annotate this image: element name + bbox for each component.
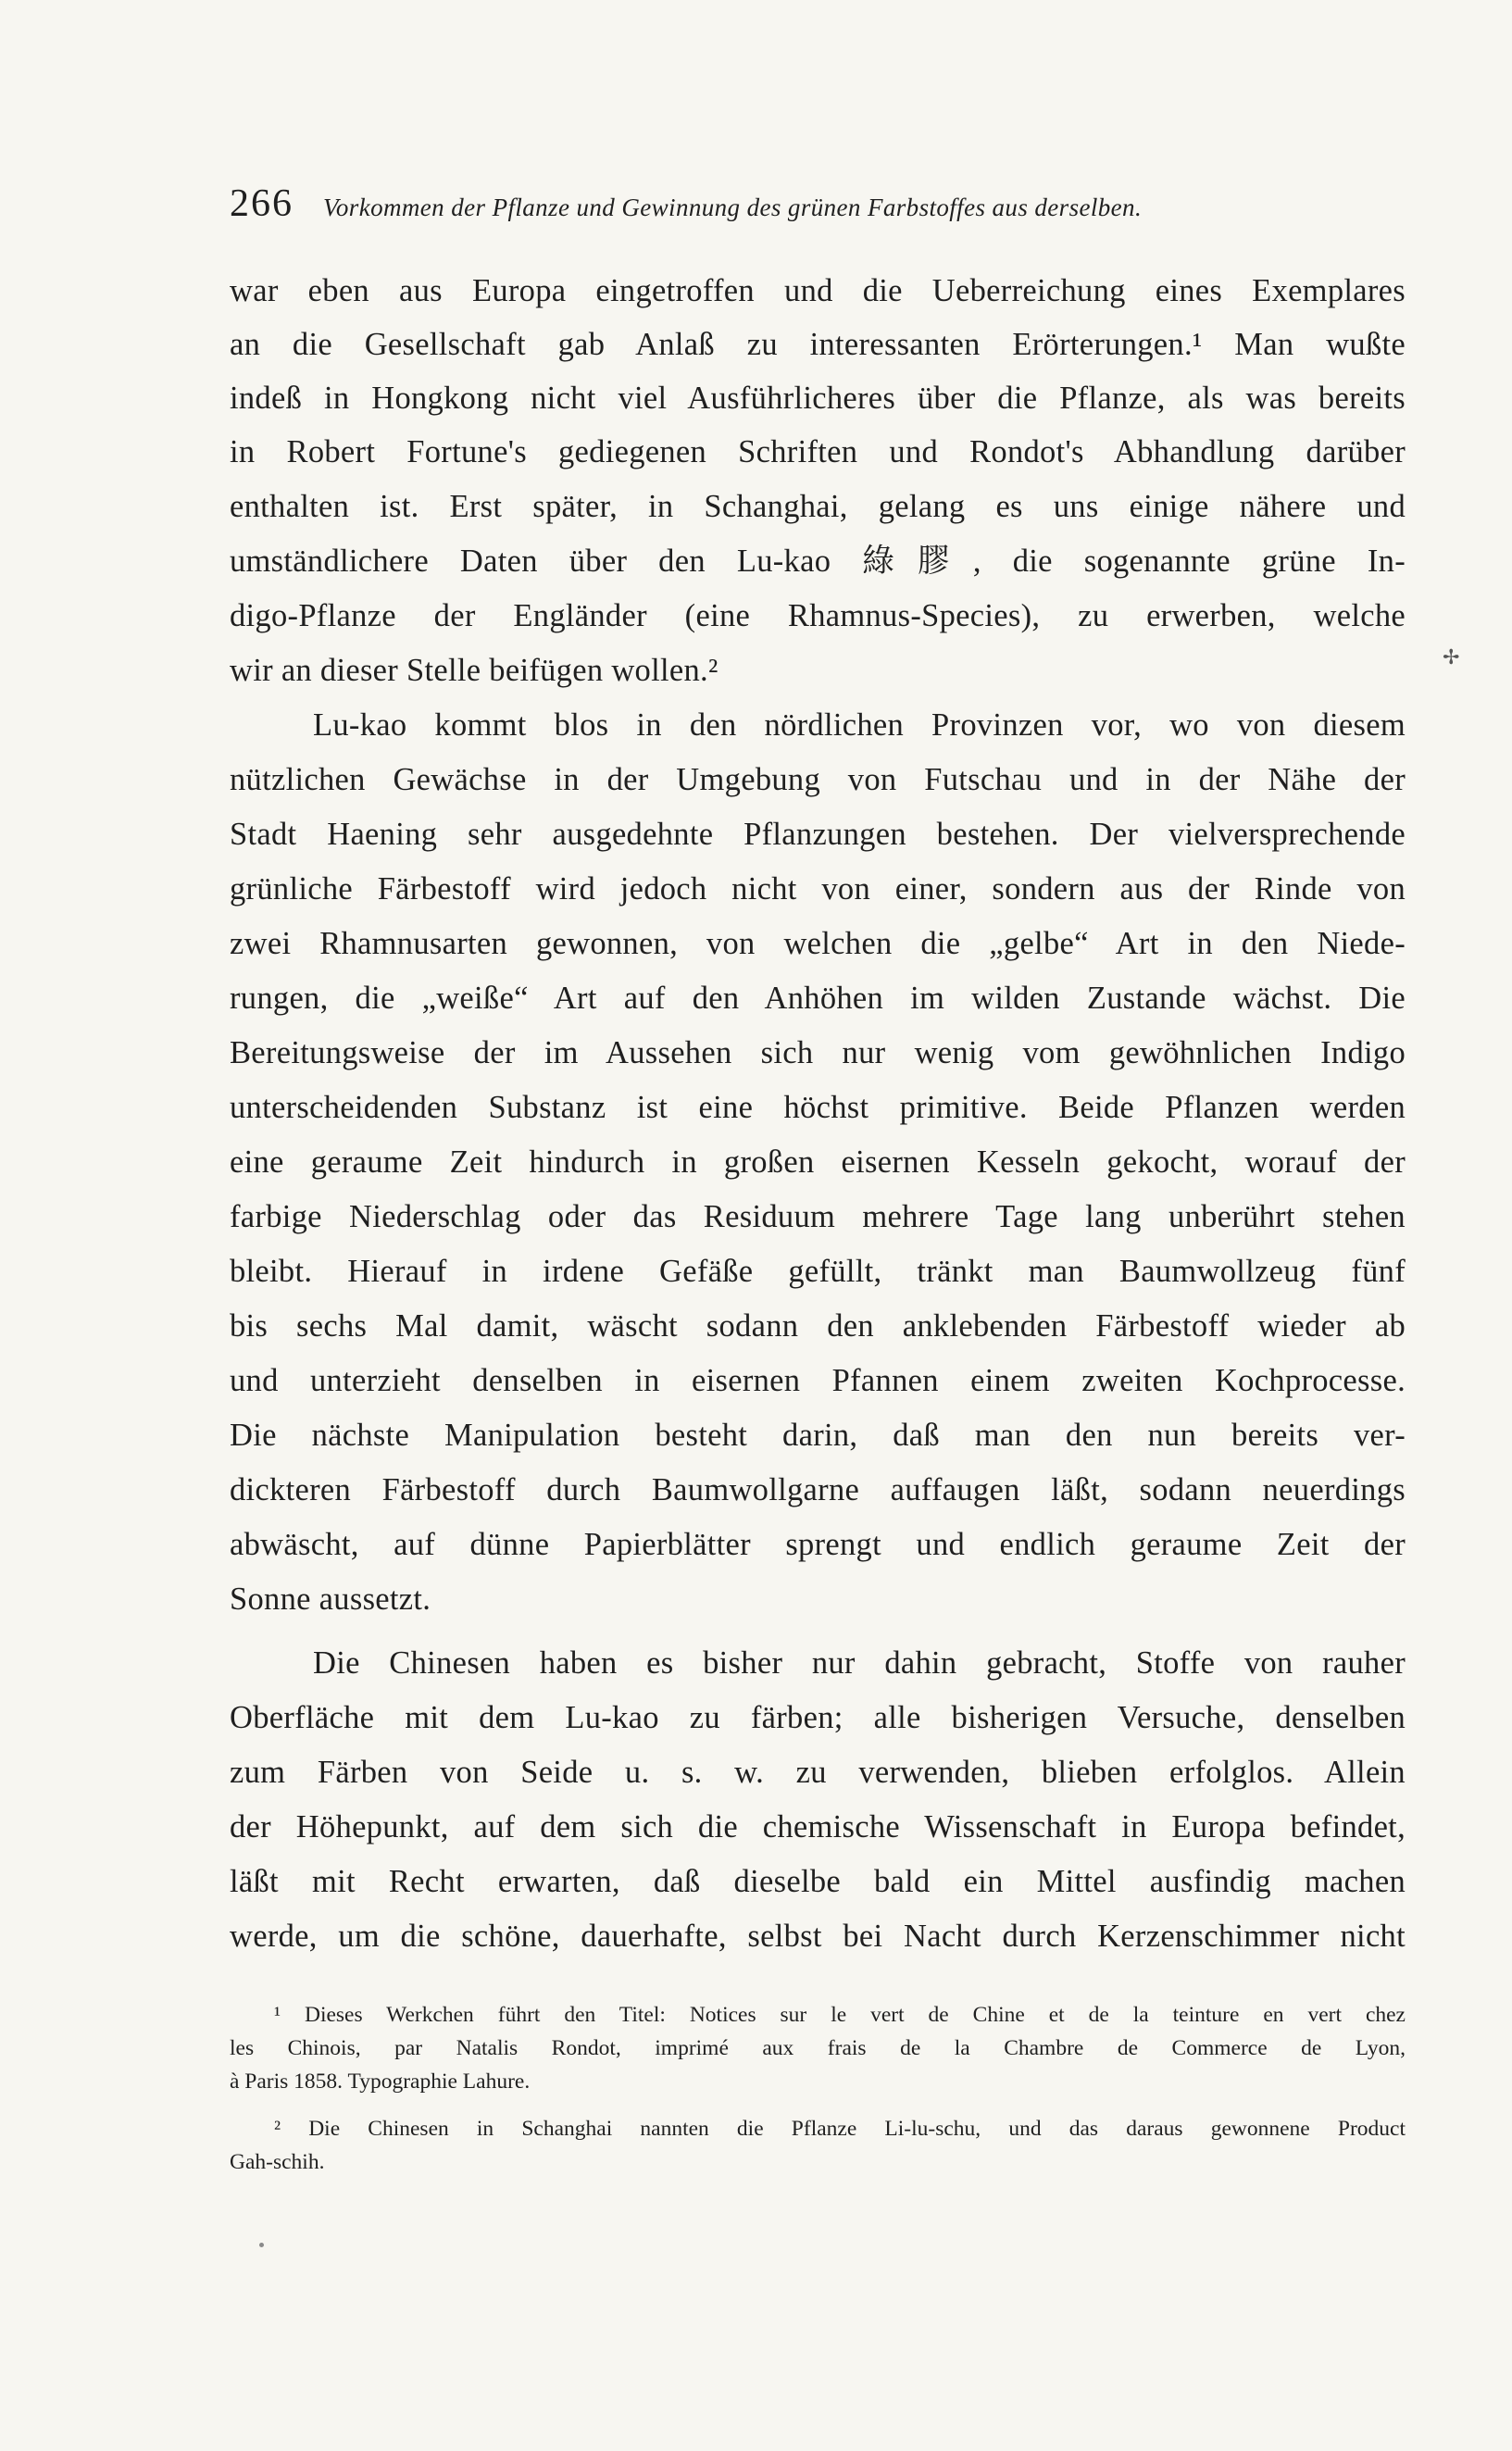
margin-mark: ✢: [1443, 646, 1460, 669]
text-line: war eben aus Europa eingetroffen und die Ueberreichung eines Exemplares: [230, 273, 1406, 308]
text-line: Bereitungsweise der im Aussehen sich nur wenig vom gewöhnlichen Indigo: [230, 1035, 1406, 1070]
text-line: umständlichere Daten über den Lu-kao 綠膠, die sogenannte grüne In-: [230, 544, 1406, 579]
text-line: Sonne aussetzt.: [230, 1582, 431, 1617]
text-line: an die Gesellschaft gab Anlaß zu interessanten Erörterungen.¹ Man wußte: [230, 327, 1406, 362]
running-head: [230, 181, 1415, 226]
text-line: Die nächste Manipulation besteht darin, daß man den nun bereits ver-: [230, 1418, 1406, 1453]
text-line: und unterzieht denselben in eisernen Pfannen einem zweiten Kochprocesse.: [230, 1363, 1406, 1398]
text-line: indeß in Hongkong nicht viel Ausführlicheres über die Pflanze, als was bereits: [230, 381, 1406, 416]
text-line: in Robert Fortune's gediegenen Schriften und Rondot's Abhandlung darüber: [230, 434, 1406, 469]
footnote-line: les Chinois, par Natalis Rondot, imprimé aux frais de la Chambre de Commerce de Lyon,: [230, 2036, 1406, 2060]
text-line: der Höhepunkt, auf dem sich die chemische Wissenschaft in Europa befindet,: [230, 1809, 1406, 1845]
paragraph-first-line: Lu-kao kommt blos in den nördlichen Provinzen vor, wo von diesem: [313, 707, 1406, 743]
text-line: unterscheidenden Substanz ist eine höchst primitive. Beide Pflanzen werden: [230, 1090, 1406, 1125]
paragraph-first-line: Die Chinesen haben es bisher nur dahin gebracht, Stoffe von rauher: [313, 1645, 1406, 1681]
paper-speck: [259, 2243, 264, 2247]
text-line: Stadt Haening sehr ausgedehnte Pflanzungen bestehen. Der vielversprechende: [230, 817, 1406, 852]
text-line: werde, um die schöne, dauerhafte, selbst bei Nacht durch Kerzenschimmer nicht: [230, 1919, 1406, 1954]
text-line: eine geraume Zeit hindurch in großen eisernen Kesseln gekocht, worauf der: [230, 1144, 1406, 1180]
footnote-line: à Paris 1858. Typographie Lahure.: [230, 2070, 531, 2094]
text-line: digo-Pflanze der Engländer (eine Rhamnus-Species), zu erwerben, welche: [230, 598, 1406, 633]
text-line: enthalten ist. Erst später, in Schanghai, gelang es uns einige nähere und: [230, 489, 1406, 524]
text-line: Oberfläche mit dem Lu-kao zu färben; alle bisherigen Versuche, denselben: [230, 1700, 1406, 1735]
page-number: 266: [230, 182, 294, 225]
footnote-1: ¹ Dieses Werkchen führt den Titel: Notices sur le vert de Chine et de la teinture en vert chez: [274, 2003, 1406, 2027]
text-line: bis sechs Mal damit, wäscht sodann den anklebenden Färbestoff wieder ab: [230, 1308, 1406, 1344]
text-line: farbige Niederschlag oder das Residuum mehrere Tage lang unberührt stehen: [230, 1199, 1406, 1234]
text-line: dickteren Färbestoff durch Baumwollgarne auffaugen läßt, sodann neuerdings: [230, 1472, 1406, 1507]
running-title: Vorkommen der Pflanze und Gewinnung des grünen Farbstoffes aus derselben.: [323, 194, 1143, 221]
text-line: läßt mit Recht erwarten, daß dieselbe bald ein Mittel ausfindig machen: [230, 1864, 1406, 1899]
text-line: bleibt. Hierauf in irdene Gefäße gefüllt, tränkt man Baumwollzeug fünf: [230, 1254, 1406, 1289]
text-line: rungen, die „weiße“ Art auf den Anhöhen im wilden Zustande wächst. Die: [230, 981, 1406, 1016]
text-line: grünliche Färbestoff wird jedoch nicht von einer, sondern aus der Rinde von: [230, 871, 1406, 907]
text-line: zwei Rhamnusarten gewonnen, von welchen die „gelbe“ Art in den Niede-: [230, 926, 1406, 961]
footnote-line: Gah-schih.: [230, 2150, 325, 2174]
text-line: zum Färben von Seide u. s. w. zu verwenden, blieben erfolglos. Allein: [230, 1755, 1406, 1790]
text-line: wir an dieser Stelle beifügen wollen.²: [230, 653, 719, 688]
text-line: abwäscht, auf dünne Papierblätter sprengt und endlich geraume Zeit der: [230, 1527, 1406, 1562]
text-line: nützlichen Gewächse in der Umgebung von Futschau und in der Nähe der: [230, 762, 1406, 797]
footnote-2: ² Die Chinesen in Schanghai nannten die Pflanze Li-lu-schu, und das daraus gewonnene Product: [274, 2117, 1406, 2141]
